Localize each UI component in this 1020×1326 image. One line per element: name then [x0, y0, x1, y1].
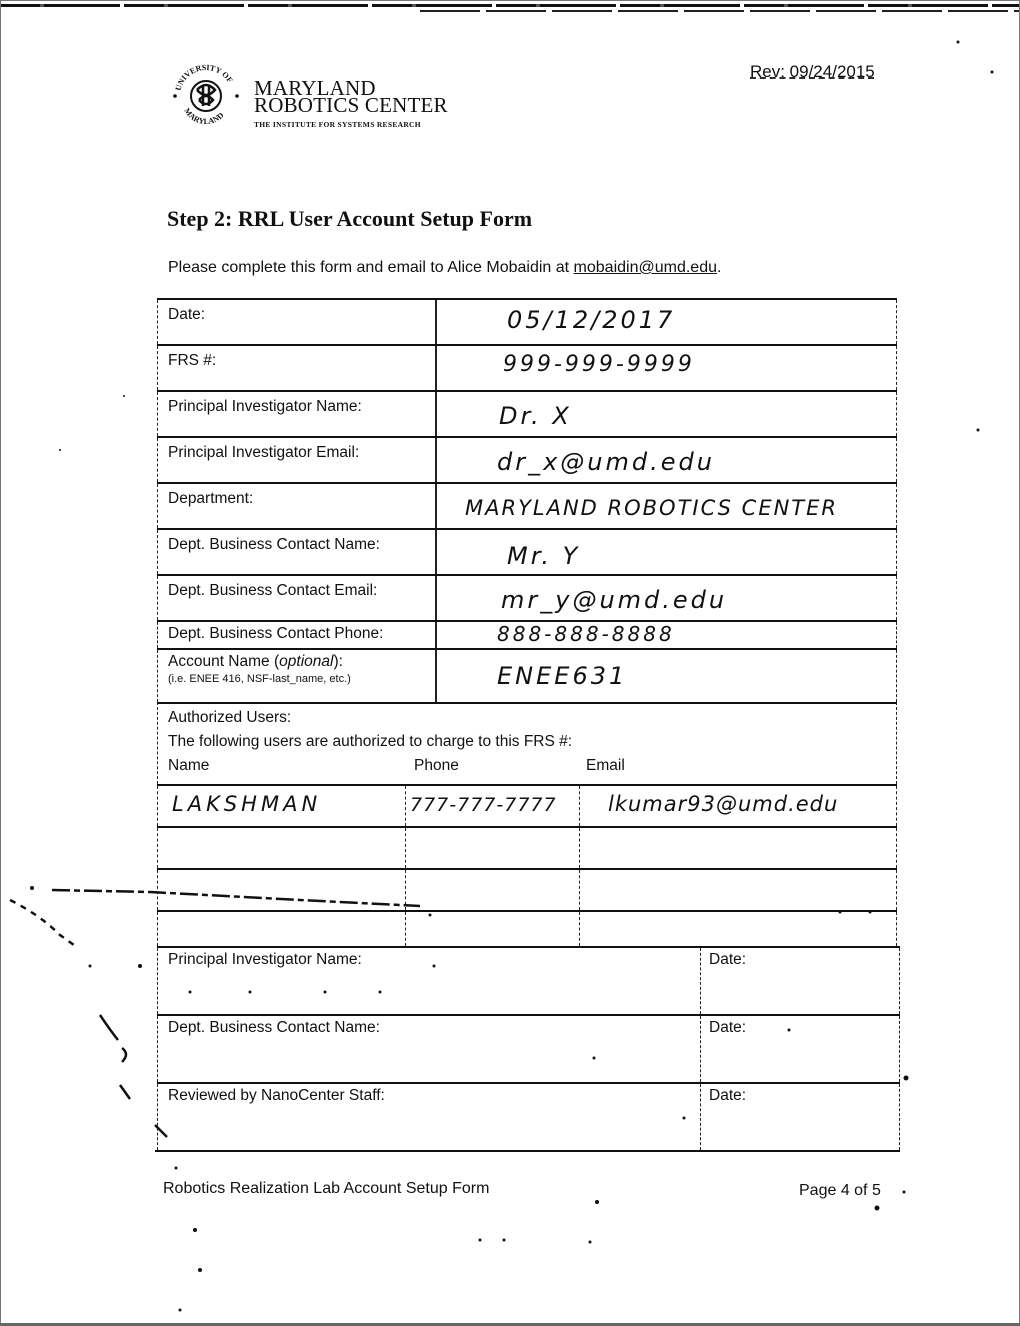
instructions-text: Please complete this form and email to Alice Mobaidin at	[168, 259, 574, 276]
logo-line-robotics-center: ROBOTICS CENTER	[254, 93, 448, 117]
signature-label: Dept. Business Contact Name:	[168, 1019, 380, 1036]
user-name: LAKSHMAN	[172, 792, 322, 816]
field-label: FRS #:	[157, 346, 437, 390]
field-label: Principal Investigator Email:	[157, 438, 437, 482]
field-label: Department:	[157, 484, 437, 528]
logo-line-maryland: MARYLAND	[254, 76, 376, 100]
field-value: 05/12/2017	[507, 306, 676, 334]
field-value: MARYLAND ROBOTICS CENTER	[465, 496, 838, 520]
date-label: Date:	[709, 1019, 747, 1036]
footer-page-number: Page 4 of 5	[799, 1182, 881, 1199]
field-value: mr_y@umd.edu	[501, 586, 728, 614]
revision-date: Rev: 09/24/2015	[750, 62, 875, 81]
form-title: Step 2: RRL User Account Setup Form	[167, 206, 533, 231]
date-label: Date:	[709, 1087, 747, 1104]
user-phone: 777-777-7777	[410, 794, 557, 816]
field-label: Date:	[157, 300, 437, 344]
date-label: Date:	[709, 951, 747, 968]
signature-label: Principal Investigator Name:	[168, 951, 362, 968]
contact-email-link[interactable]: mobaidin@umd.edu	[573, 259, 717, 276]
authorized-users-description: The following users are authorized to charge to this FRS #:	[168, 733, 573, 750]
column-header-phone: Phone	[414, 757, 459, 774]
authorized-users-heading: Authorized Users:	[168, 709, 292, 726]
account-hint: (i.e. ENEE 416, NSF-last_name, etc.)	[168, 673, 351, 685]
field-value: dr_x@umd.edu	[497, 448, 715, 476]
field-label: Dept. Business Contact Phone:	[157, 622, 437, 648]
logo-line-isr: THE INSTITUTE FOR SYSTEMS RESEARCH	[254, 120, 421, 129]
field-label: Dept. Business Contact Email:	[157, 576, 437, 620]
field-value: 888-888-8888	[497, 622, 675, 646]
signature-label: Reviewed by NanoCenter Staff:	[168, 1087, 385, 1104]
instructions-suffix: .	[716, 259, 722, 276]
account-label-optional: optional	[279, 653, 334, 670]
account-label-end: ):	[333, 653, 343, 670]
field-label: Dept. Business Contact Name:	[157, 530, 437, 574]
column-header-email: Email	[586, 757, 625, 774]
seal-top-text: UNIVERSITY OF	[173, 62, 235, 92]
footer-form-name: Robotics Realization Lab Account Setup Form	[163, 1180, 490, 1197]
column-header-name: Name	[168, 757, 210, 774]
field-value: ENEE631	[497, 662, 628, 690]
field-value: 999-999-9999	[503, 352, 695, 377]
user-email: lkumar93@umd.edu	[608, 792, 839, 816]
field-value: Dr. X	[499, 402, 572, 430]
seal-bottom-text: MARYLAND	[182, 106, 226, 127]
field-label: Principal Investigator Name:	[157, 392, 437, 436]
field-value: Mr. Y	[507, 542, 581, 570]
account-label: Account Name (	[168, 653, 280, 670]
